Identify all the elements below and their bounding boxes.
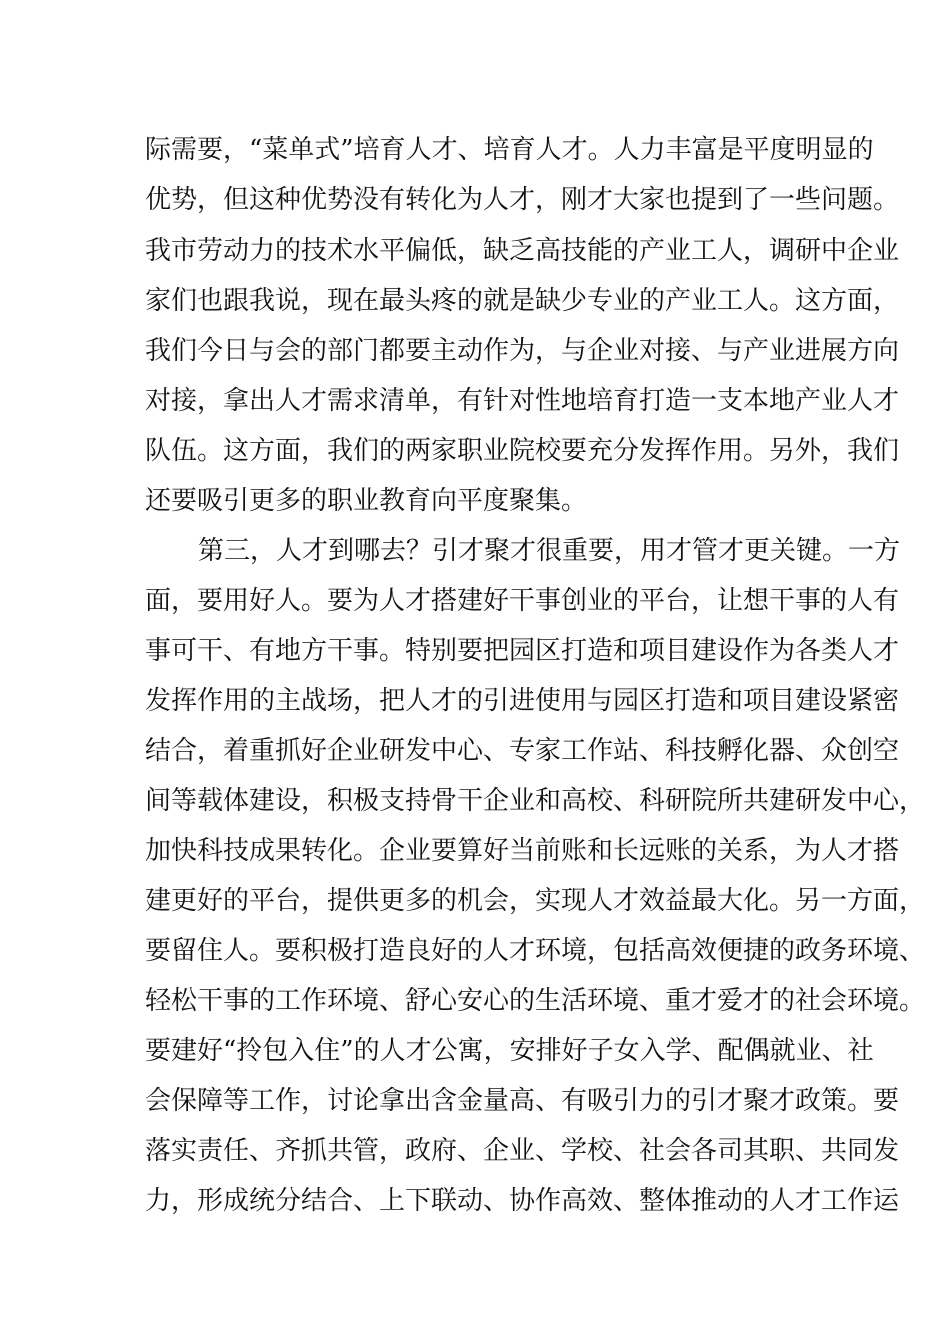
text-line: 发挥作用的主战场，把人才的引进使用与园区打造和项目建设紧密	[145, 686, 900, 716]
text-line: 间等载体建设，积极支持骨干企业和高校、科研院所共建研发中心，	[145, 786, 926, 816]
paragraph-first-line: 第三，人才到哪去？引才聚才很重要，用才管才更关键。一方	[198, 536, 901, 566]
text-line: 面，要用好人。要为人才搭建好干事创业的平台，让想干事的人有	[145, 586, 900, 616]
text-line: 加快科技成果转化。企业要算好当前账和长远账的关系，为人才搭	[145, 836, 900, 866]
text-line: 队伍。这方面，我们的两家职业院校要充分发挥作用。另外，我们	[145, 436, 900, 466]
text-line: 际需要，“菜单式”培育人才、培育人才。人力丰富是平度明显的	[145, 135, 874, 165]
text-line: 会保障等工作，讨论拿出含金量高、有吸引力的引才聚才政策。要	[145, 1086, 900, 1116]
text-line: 落实责任、齐抓共管，政府、企业、学校、社会各司其职、共同发	[145, 1136, 900, 1166]
text-line: 要建好“拎包入住”的人才公寓，安排好子女入学、配偶就业、社	[145, 1036, 874, 1066]
text-line: 我市劳动力的技术水平偏低，缺乏高技能的产业工人，调研中企业	[145, 236, 900, 266]
text-line: 事可干、有地方干事。特别要把园区打造和项目建设作为各类人才	[145, 636, 900, 666]
text-line: 要留住人。要积极打造良好的人才环境，包括高效便捷的政务环境、	[145, 936, 926, 966]
text-line: 优势，但这种优势没有转化为人才，刚才大家也提到了一些问题。	[145, 185, 900, 215]
text-line: 轻松干事的工作环境、舒心安心的生活环境、重才爱才的社会环境。	[145, 986, 926, 1016]
text-line: 还要吸引更多的职业教育向平度聚集。	[145, 486, 588, 516]
text-line: 结合，着重抓好企业研发中心、专家工作站、科技孵化器、众创空	[145, 736, 900, 766]
text-line: 力，形成统分结合、上下联动、协作高效、整体推动的人才工作运	[145, 1186, 900, 1216]
text-line: 我们今日与会的部门都要主动作为，与企业对接、与产业进展方向	[145, 336, 900, 366]
text-line: 家们也跟我说，现在最头疼的就是缺少专业的产业工人。这方面，	[145, 286, 900, 316]
text-line: 建更好的平台，提供更多的机会，实现人才效益最大化。另一方面，	[145, 886, 926, 916]
text-line: 对接，拿出人才需求清单，有针对性地培育打造一支本地产业人才	[145, 386, 900, 416]
